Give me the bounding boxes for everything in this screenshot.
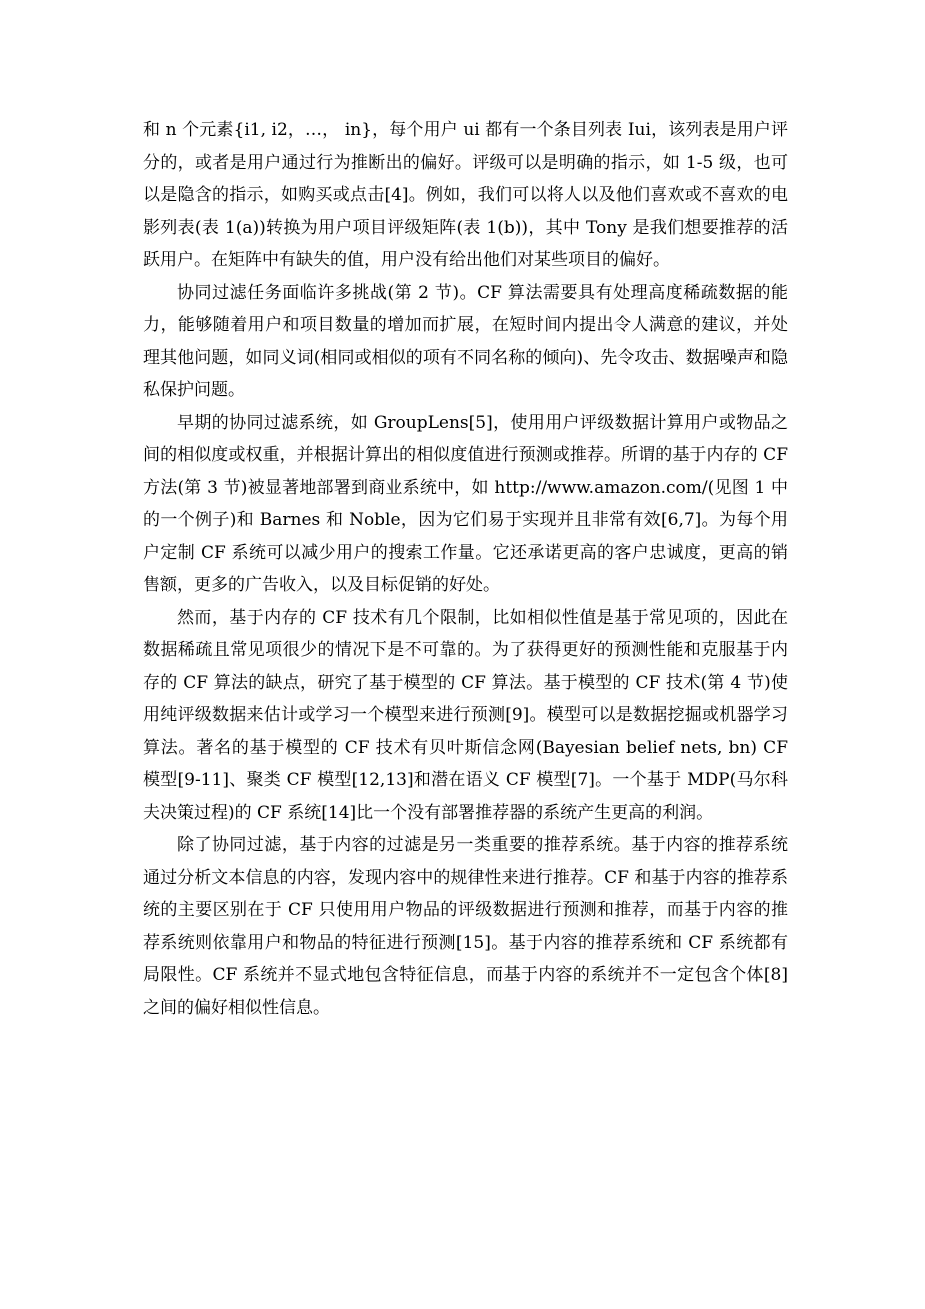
paragraph-early-systems: 早期的协同过滤系统，如 GroupLens[5]，使用用户评级数据计算用户或物品之间的相似度或权重，并根据计算出的相似度值进行预测或推荐。所谓的基于内存的 CF 方法(第 3 节)被显著地部署到商业系统中，如 http://www.amazon.com/(见图 1 中的一个例子)和 Barnes 和 Noble，因为它们易于实现并且非常有效[6,7]。为每个用户定制 CF 系统可以减少用户的搜索工作量。它还承诺更高的客户忠诚度，更高的销售额，更多的广告收入，以及目标促销的好处。 (143, 412, 788, 595)
paragraph-continuation: 和 n 个元素{i1, i2，…， in}，每个用户 ui 都有一个条目列表 Iui，该列表是用户评分的，或者是用户通过行为推断出的偏好。评级可以是明确的指示，如 1-5 级，也可以是隐含的指示，如购买或点击[4]。例如，我们可以将人以及他们喜欢或不喜欢的电影列表(表 1(a))转换为用户项目评级矩阵(表 1(b))，其中 Tony 是我们想要推荐的活跃用户。在矩阵中有缺失的值，用户没有给出他们对某些项目的偏好。 (143, 120, 788, 270)
paragraph-model-based: 然而，基于内存的 CF 技术有几个限制，比如相似性值是基于常见项的，因此在数据稀疏且常见项很少的情况下是不可靠的。为了获得更好的预测性能和克服基于内存的 CF 算法的缺点，研究了基于模型的 CF 算法。基于模型的 CF 技术(第 4 节)使用纯评级数据来估计或学习一个模型来进行预测[9]。模型可以是数据挖掘或机器学习算法。著名的基于模型的 CF 技术有贝叶斯信念网(Bayesian belief nets, bn) CF 模型[9-11]、聚类 CF 模型[12,13]和潜在语义 CF 模型[7]。一个基于 MDP(马尔科夫决策过程)的 CF 系统[14]比一个没有部署推荐器的系统产生更高的利润。 (143, 607, 788, 823)
body-text (143, 114, 788, 1024)
paragraph-content-based: 除了协同过滤，基于内容的过滤是另一类重要的推荐系统。基于内容的推荐系统通过分析文本信息的内容，发现内容中的规律性来进行推荐。CF 和基于内容的推荐系统的主要区别在于 CF 只使用用户物品的评级数据进行预测和推荐，而基于内容的推荐系统则依靠用户和物品的特征进行预测[15]。基于内容的推荐系统和 CF 系统都有局限性。CF 系统并不显式地包含特征信息，而基于内容的系统并不一定包含个体[8]之间的偏好相似性信息。 (143, 835, 788, 1018)
paragraph-challenges: 协同过滤任务面临许多挑战(第 2 节)。CF 算法需要具有处理高度稀疏数据的能力，能够随着用户和项目数量的增加而扩展，在短时间内提出令人满意的建议，并处理其他问题，如同义词(相同或相似的项有不同名称的倾向)、先令攻击、数据噪声和隐私保护问题。 (143, 282, 788, 400)
